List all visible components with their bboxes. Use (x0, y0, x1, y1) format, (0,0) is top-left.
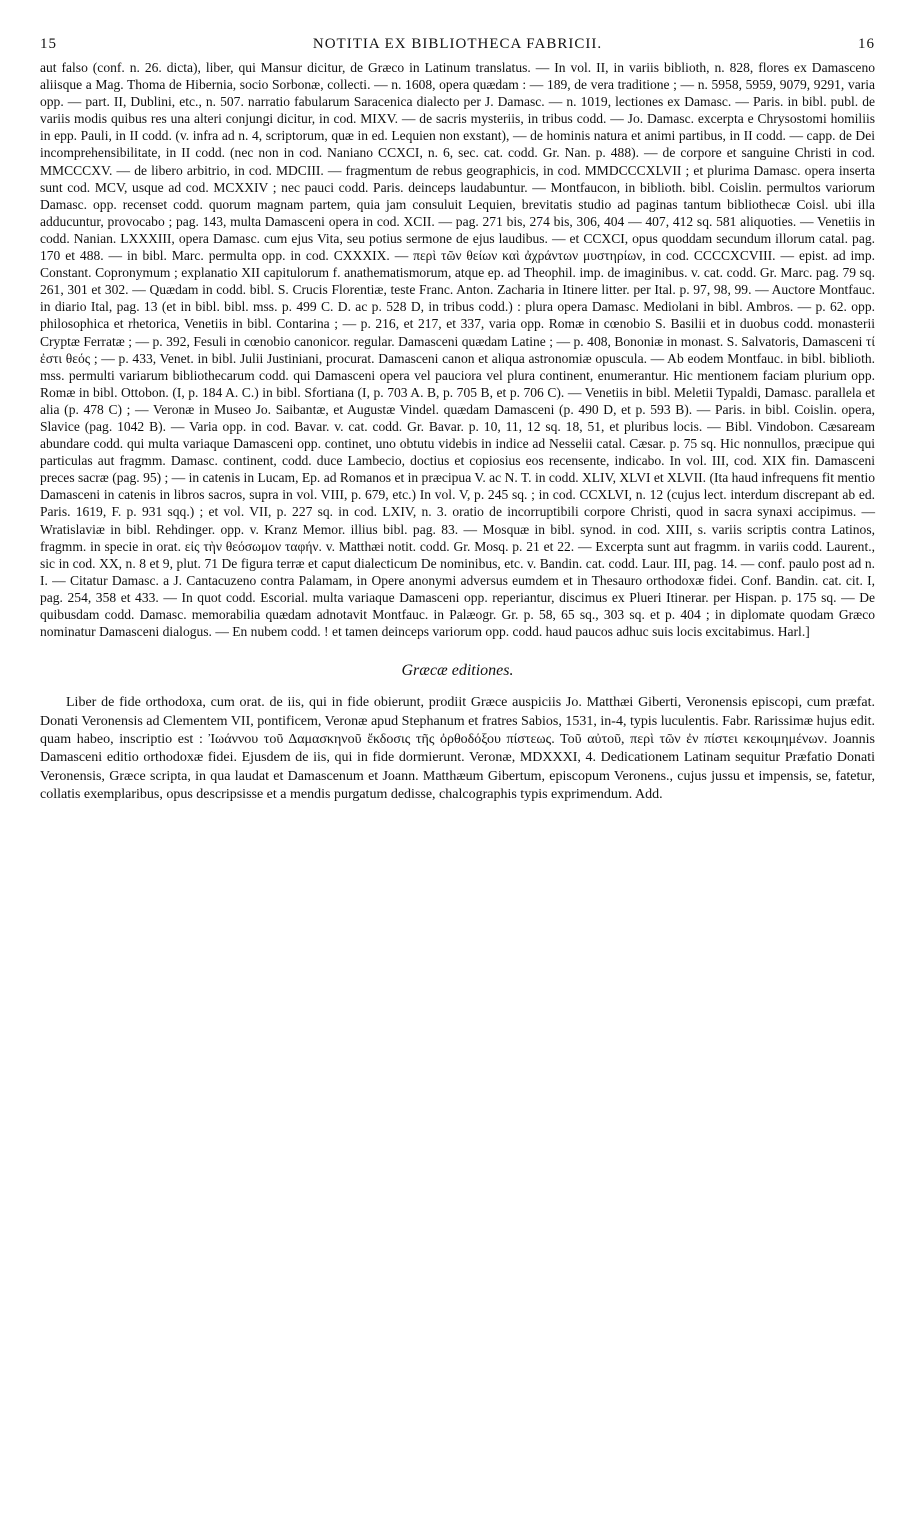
editions-paragraph: Liber de fide orthodoxa, cum orat. de iis, qui in fide obierunt, prodiit Græce auspiciis Jo. Matthæi Giberti, Veronensis episcopi, cum præfat. Donati Veronensis ad Clementem VII, pontificem, Veronæ apud Stephanum et fratres Sabios, 1531, in-4, typis luculentis. Fabr. Rarissimæ hujus edit. quam habeo, inscriptio est : Ἰωάννου τοῦ Δαμασκηνοῦ ἔκδοσις τῆς ὀρθοδόξου πίστεως. Τοῦ αὐτοῦ, περὶ τῶν ἐν πίστει κεκοιμημένων. Joannis Damasceni editio orthodoxæ fidei. Ejusdem de iis, qui in fide dormierunt. Veronæ, MDXXXI, 4. Dedicationem Latinam sequitur Præfatio Donati Veronensis, Græce scripta, in qua laudat et Damascenum et Joann. Matthæum Gibertum, episcopum Veronens., cujus jussu et impensis, se, fatetur, collatis exemplaribus, opus descripsisse et a mendis purgatum dedisse, chalcographis typis exprimendum. Add. (40, 695, 875, 803)
running-head (40, 36, 875, 53)
section-heading: Græcæ editiones. (401, 662, 514, 680)
running-title: NOTITIA EX BIBLIOTHECA FABRICII. (312, 36, 603, 52)
body-text (40, 59, 875, 640)
editions-text (40, 694, 875, 804)
page-number-right: 16 (858, 36, 875, 52)
page-number-left: 15 (40, 36, 57, 52)
body-paragraph: aut falso (conf. n. 26. dicta), liber, qui Mansur dicitur, de Græco in Latinum translatus. — In vol. II, in variis biblioth, n. 828, flores ex Damasceno aliisque a Mag. Thoma de Hibernia, socio Sorbonæ, collecti. — n. 1608, opera quædam : — 189, de vera traditione ; — n. 5958, 5959, 9079, 9291, varia opp. — part. II, Dublini, etc., n. 507. narratio fabularum Saracenica dialecto per J. Damasc. — n. 1019, lectiones ex Damasc. — Paris. in bibl. publ. de variis modis quibus res una alteri conjungi dicitur, in cod. MIXV. — de sacris mysteriis, in tribus codd. — Jo. Damasc. excerpta e Chrysostomi homiliis in epp. Pauli, in II codd. (v. infra ad n. 4, scriptorum, quæ in ed. Lequien non exstant), — de hominis natura et animi partibus, in II codd. — capp. de Dei incomprehensibilitate, in II codd. (nec non in cod. Naniano CCXCI, n. 6, sec. cat. codd. Gr. Nan. p. 488). — de corpore et sanguine Christi in cod. MMCCCXV. — de libero arbitrio, in cod. MDCIII. — fragmentum de rebus geographicis, in cod. MMDCCCXLVII ; et plurima Damasc. opera inserta sunt cod. MCV, usque ad cod. MCXXIV ; nec pauci codd. Paris. deinceps laudabuntur. — Montfaucon, in biblioth. bibl. Coislin. permultos variorum Damasc. opp. recenset codd. quorum magnam partem, quia jam consuluit Lequien, brevitatis studio ad paginas tantum bibliothecæ Coisl. ubi illa adducuntur, provocabo ; pag. 143, multa Damasceni opera in cod. XCII. — pag. 271 bis, 274 bis, 306, 404 — 407, 412 sq. 581 aliquoties. — Venetiis in codd. Nanian. LXXXIII, opera Damasc. cum ejus Vita, seu potius sermone de ejus laudibus. — et CCXCI, opus quoddam secundum illorum catal. pag. 170 et 488. — in bibl. Marc. permulta opp. in cod. CXXXIX. — περὶ τῶν θείων καὶ ἀχράντων μυστηρίων, in cod. CCCCXCVIII. — epist. ad imp. Constant. Copronymum ; explanatio XII capitulorum f. anathematismorum, atque ep. ad Theophil. imp. de imaginibus. v. cat. codd. Gr. Marc. pag. 79 sq. 261, 301 et 302. — Quædam in codd. bibl. S. Crucis Florentiæ, teste Franc. Anton. Zacharia in Itinere litter. per Ital. p. 97, 98, 99. — Auctore Montfauc. in diario Ital, pag. 13 (et in bibl. bibl. mss. p. 499 C. D. ac p. 528 D, in tribus codd.) : plura opera Damasc. Mediolani in bibl. Ambros. — p. 62. opp. philosophica et rhetorica, Venetiis in bibl. Contarina ; — p. 216, et 217, et 337, varia opp. Romæ in cœnobio S. Basilii et in duobus codd. monasterii Cryptæ Ferratæ ; — p. 392, Fesuli in cœnobio canonicor. regular. Damasceni quædam Latine ; — p. 408, Bononiæ in monast. S. Salvatoris, Damasceni τί ἐστι θεός ; — p. 433, Venet. in bibl. Julii Justiniani, procurat. Damasceni canon et aliqua astronomiæ opuscula. — Ab eodem Montfauc. in bibl. biblioth. mss. permulti variarum bibliothecarum codd. qui Damasceni opera vel pauciora vel plura continent, enumerantur. Hic mentionem faciam plurium opp. Romæ in bibl. Ottobon. (I, p. 184 A. C.) in bibl. Sfortiana (I, p. 703 A. B, p. 705 B, et p. 706 C). — Venetiis in bibl. Meletii Typaldi, Damasc. parallela et alia (p. 478 C) ; — Veronæ in Museo Jo. Saibantæ, et Augustæ Vindel. quædam Damasceni (p. 490 D, et p. 593 B). — Paris. in bibl. Coislin. opera, Slavice (pag. 1042 B). — Varia opp. in cod. Bavar. v. cat. codd. Gr. Bavar. p. 10, 11, 12 sq. 18, 51, et pluribus locis. — Bibl. Vindobon. Cæsaream abundare codd. qui multa variaque Damasceni opp. continet, uno obtutu videbis in indice ad Nesselii catal. Cæsar. p. 75 sq. Hic nonnullos, præcipue qui particulas aut fragmm. Damasc. continent, codd. duce Lambecio, doctius et copiosius eos recensente, indicabo. In vol. III, cod. XIX fin. Damasceni preces sacræ (pag. 95) ; — in catenis in Lucam, Ep. ad Romanos et in præcipua V. ac N. T. in codd. XLIV, XLVI et XLVII. (Ita haud infrequens fit mentio Damasceni in catenis in libros sacros, supra in vol. VIII, p. 679, etc.) In vol. V, p. 245 sq. ; in cod. CCXLVI, n. 12 (cujus lect. interdum discrepant ab ed. Paris. 1619, F. p. 931 sqq.) ; et vol. VII, p. 227 sq. in cod. LXIV, n. 3. oratio de incorruptibili corpore Christi, quod in sacra synaxi accipimus. — Wratislaviæ in bibl. Rehdinger. opp. v. Kranz Memor. illius bibl. pag. 83. — Mosquæ in bibl. synod. in cod. XIII, s. variis scriptis contra Latinos, fragmm. in specie in orat. εἰς τὴν θεόσωμον ταφήν. v. Matthæi notit. codd. Gr. Mosq. p. 21 et 22. — Excerpta sunt aut fragmm. in variis codd. Laurent., sic in cod. XX, n. 8 et 9, plut. 71 De figura terræ et caput dialecticum De nominibus, etc. v. Bandin. cat. codd. Laur. III, pag. 14. — conf. paulo post ad n. I. — Citatur Damasc. a J. Cantacuzeno contra Palamam, in Opere anonymi adversus eumdem et in Thesauro orthodoxæ fidei. Conf. Bandin. cat. cit. I, pag. 254, 358 et 433. — In quot codd. Escorial. multa variaque Damasceni opp. reperiantur, discimus ex Plueri Itinerar. per Hispan. p. 175 sq. — De quibusdam codd. Damasc. memorabilia quædam adnotavit Montfauc. in Palæogr. Gr. p. 58, 65 sq., 303 sq. et p. 404 ; in diplomate quodam Græco nominatur Damasceni dialogus. — En nubem codd. ! et tamen deinceps variorum opp. codd. haud paucos adhuc suis locis excitabimus. Harl.] (40, 60, 875, 640)
